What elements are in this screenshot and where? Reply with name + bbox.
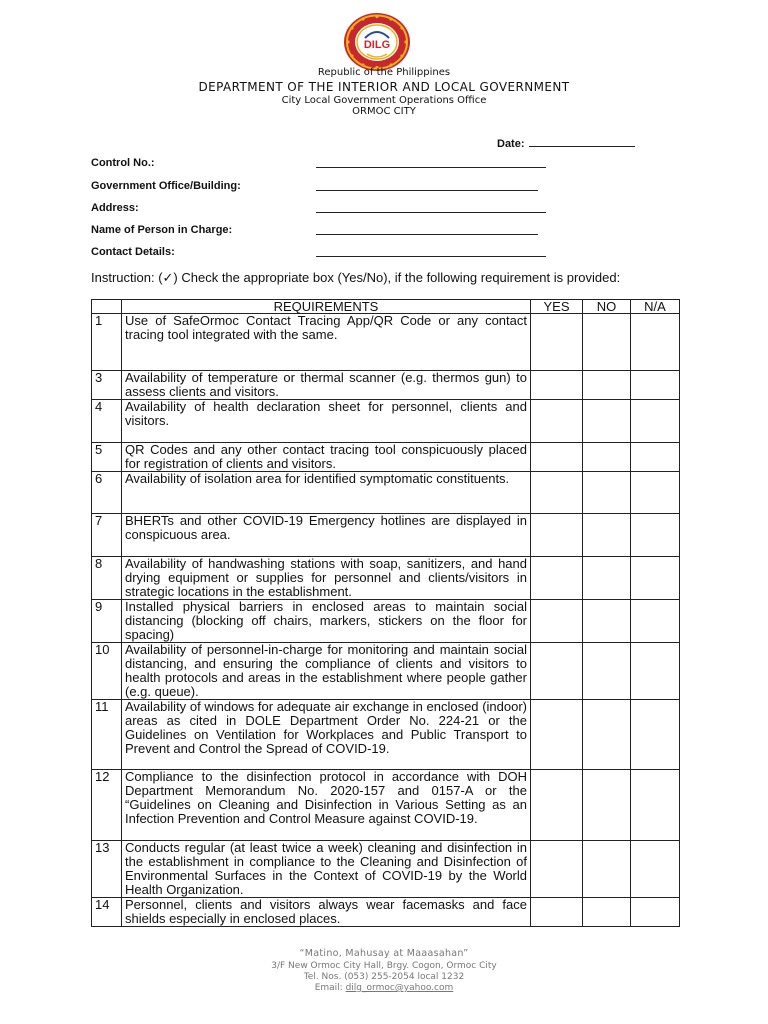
requirement-text: QR Codes and any other contact tracing tool conspicuously placed for registration of clients and visitors. bbox=[122, 443, 531, 472]
na-checkbox-cell[interactable] bbox=[631, 314, 680, 371]
no-checkbox-cell[interactable] bbox=[583, 898, 631, 927]
row-number: 1 bbox=[92, 314, 122, 371]
yes-checkbox-cell[interactable] bbox=[531, 472, 583, 514]
requirements-table bbox=[91, 299, 680, 927]
table-row bbox=[92, 314, 680, 371]
na-checkbox-cell[interactable] bbox=[631, 643, 680, 700]
yes-checkbox-cell[interactable] bbox=[531, 841, 583, 898]
yes-checkbox-cell[interactable] bbox=[531, 898, 583, 927]
yes-checkbox-cell[interactable] bbox=[531, 600, 583, 643]
row-number: 7 bbox=[92, 514, 122, 557]
address-blank-line[interactable] bbox=[316, 212, 546, 213]
no-checkbox-cell[interactable] bbox=[583, 600, 631, 643]
no-checkbox-cell[interactable] bbox=[583, 314, 631, 371]
na-checkbox-cell[interactable] bbox=[631, 600, 680, 643]
footer-telephone: Tel. Nos. (053) 255-2054 local 1232 bbox=[303, 972, 465, 982]
header-office: City Local Government Operations Office bbox=[281, 95, 487, 106]
yes-checkbox-cell[interactable] bbox=[531, 514, 583, 557]
row-number: 11 bbox=[92, 700, 122, 770]
na-checkbox-cell[interactable] bbox=[631, 514, 680, 557]
na-checkbox-cell[interactable] bbox=[631, 557, 680, 600]
table-row bbox=[92, 472, 680, 514]
row-number: 10 bbox=[92, 643, 122, 700]
na-checkbox-cell[interactable] bbox=[631, 841, 680, 898]
no-checkbox-cell[interactable] bbox=[583, 557, 631, 600]
header-republic: Republic of the Philippines bbox=[317, 67, 451, 78]
requirement-text: Personnel, clients and visitors always wear facemasks and face shields especially in enclosed places. bbox=[122, 898, 531, 927]
no-checkbox-cell[interactable] bbox=[583, 514, 631, 557]
header-na: N/A bbox=[631, 300, 680, 314]
dilg-seal-logo bbox=[343, 12, 411, 72]
requirement-text: Use of SafeOrmoc Contact Tracing App/QR Code or any contact tracing tool integrated with the same. bbox=[122, 314, 531, 371]
yes-checkbox-cell[interactable] bbox=[531, 643, 583, 700]
yes-checkbox-cell[interactable] bbox=[531, 700, 583, 770]
row-number: 14 bbox=[92, 898, 122, 927]
na-checkbox-cell[interactable] bbox=[631, 472, 680, 514]
row-number: 6 bbox=[92, 472, 122, 514]
footer-email bbox=[0, 983, 768, 993]
date-field bbox=[497, 136, 635, 150]
yes-checkbox-cell[interactable] bbox=[531, 443, 583, 472]
no-checkbox-cell[interactable] bbox=[583, 643, 631, 700]
requirement-text: Installed physical barriers in enclosed areas to maintain social distancing (blocking off chairs, markers, stickers on the floor for spacing) bbox=[122, 600, 531, 643]
table-row bbox=[92, 600, 680, 643]
yes-checkbox-cell[interactable] bbox=[531, 371, 583, 400]
header-number-cell bbox=[92, 300, 122, 314]
na-checkbox-cell[interactable] bbox=[631, 898, 680, 927]
requirement-text: Availability of health declaration sheet for personnel, clients and visitors. bbox=[122, 400, 531, 443]
footer-email-label: Email: bbox=[314, 983, 343, 993]
no-checkbox-cell[interactable] bbox=[583, 770, 631, 841]
table-row bbox=[92, 700, 680, 770]
table-row bbox=[92, 400, 680, 443]
requirement-text: Availability of handwashing stations with soap, sanitizers, and hand drying equipment or supplies for personnel and clients/visitors in strategic locations in the establishment. bbox=[122, 557, 531, 600]
header-requirements: REQUIREMENTS bbox=[122, 300, 531, 314]
na-checkbox-cell[interactable] bbox=[631, 770, 680, 841]
yes-checkbox-cell[interactable] bbox=[531, 557, 583, 600]
table-header-row bbox=[92, 300, 680, 314]
table-row bbox=[92, 443, 680, 472]
requirement-text: Availability of isolation area for identified symptomatic constituents. bbox=[122, 472, 531, 514]
na-checkbox-cell[interactable] bbox=[631, 371, 680, 400]
footer-motto: “Matino, Mahusay at Maaasahan” bbox=[299, 948, 469, 959]
no-checkbox-cell[interactable] bbox=[583, 841, 631, 898]
requirement-text: Availability of windows for adequate air exchange in enclosed (indoor) areas as cited in DOLE Department Order No. 224-21 or the Guidelines on Ventilation for Workplaces and Public Transport to Prevent and Control the Spread of COVID-19. bbox=[122, 700, 531, 770]
government-office-label: Government Office/Building: bbox=[91, 180, 241, 192]
control-no-label: Control No.: bbox=[91, 157, 155, 169]
requirement-text: Conducts regular (at least twice a week) cleaning and disinfection in the establishment in compliance to the Cleaning and Disinfection of Environmental Surfaces in the Context of COVID-19 by the World Health Organization. bbox=[122, 841, 531, 898]
row-number: 4 bbox=[92, 400, 122, 443]
na-checkbox-cell[interactable] bbox=[631, 443, 680, 472]
person-in-charge-blank-line[interactable] bbox=[316, 234, 538, 235]
row-number: 9 bbox=[92, 600, 122, 643]
requirement-text: Availability of temperature or thermal scanner (e.g. thermos gun) to assess clients and visitors. bbox=[122, 371, 531, 400]
yes-checkbox-cell[interactable] bbox=[531, 400, 583, 443]
requirement-text: Compliance to the disinfection protocol in accordance with DOH Department Memorandum No. 2020-157 and 0157-A or the “Guidelines on Cleaning and Disinfection in Various Setting as an Infection Prevention and Control Measure against COVID-19. bbox=[122, 770, 531, 841]
yes-checkbox-cell[interactable] bbox=[531, 770, 583, 841]
na-checkbox-cell[interactable] bbox=[631, 400, 680, 443]
government-office-blank-line[interactable] bbox=[316, 190, 538, 191]
no-checkbox-cell[interactable] bbox=[583, 700, 631, 770]
footer-email-link[interactable]: dilg_ormoc@yahoo.com bbox=[345, 983, 454, 993]
no-checkbox-cell[interactable] bbox=[583, 371, 631, 400]
address-label: Address: bbox=[91, 202, 139, 214]
requirement-text: Availability of personnel-in-charge for monitoring and maintain social distancing, and ensuring the compliance of clients and visitors to health protocols and areas in the establishment where people gather (e.g. queue). bbox=[122, 643, 531, 700]
row-number: 13 bbox=[92, 841, 122, 898]
person-in-charge-label: Name of Person in Charge: bbox=[91, 224, 233, 236]
contact-details-blank-line[interactable] bbox=[316, 256, 546, 257]
header-yes: YES bbox=[531, 300, 583, 314]
footer-address: 3/F New Ormoc City Hall, Brgy. Cogon, Ormoc City bbox=[271, 961, 497, 971]
header-city: ORMOC CITY bbox=[352, 106, 416, 117]
control-no-blank-line[interactable] bbox=[316, 167, 546, 168]
date-blank-line[interactable] bbox=[529, 136, 635, 147]
table-row bbox=[92, 898, 680, 927]
contact-details-label: Contact Details: bbox=[91, 246, 175, 258]
yes-checkbox-cell[interactable] bbox=[531, 314, 583, 371]
table-row bbox=[92, 371, 680, 400]
date-label: Date: bbox=[497, 138, 525, 150]
table-row bbox=[92, 557, 680, 600]
no-checkbox-cell[interactable] bbox=[583, 400, 631, 443]
instruction-text: Instruction: (✓) Check the appropriate box (Yes/No), if the following requirement is provided: bbox=[91, 270, 621, 285]
row-number: 12 bbox=[92, 770, 122, 841]
table-row bbox=[92, 770, 680, 841]
seal-text: DILG bbox=[363, 39, 391, 51]
table-row bbox=[92, 643, 680, 700]
row-number: 3 bbox=[92, 371, 122, 400]
na-checkbox-cell[interactable] bbox=[631, 700, 680, 770]
header-department: DEPARTMENT OF THE INTERIOR AND LOCAL GOVERNMENT bbox=[198, 80, 570, 94]
table-row bbox=[92, 841, 680, 898]
requirement-text: BHERTs and other COVID-19 Emergency hotlines are displayed in conspicuous area. bbox=[122, 514, 531, 557]
row-number: 8 bbox=[92, 557, 122, 600]
no-checkbox-cell[interactable] bbox=[583, 443, 631, 472]
header-no: NO bbox=[583, 300, 631, 314]
no-checkbox-cell[interactable] bbox=[583, 472, 631, 514]
row-number: 5 bbox=[92, 443, 122, 472]
table-row bbox=[92, 514, 680, 557]
